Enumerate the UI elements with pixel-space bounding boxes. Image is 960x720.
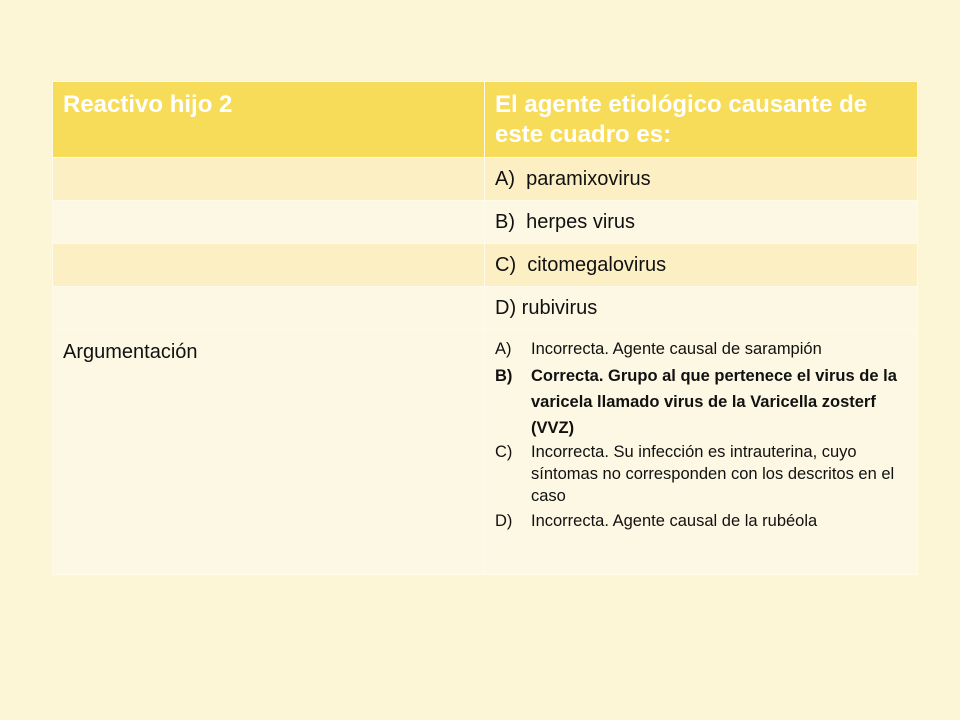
empty-cell bbox=[53, 201, 485, 244]
option-a-cell bbox=[485, 158, 918, 201]
option-d: D) rubivirus bbox=[495, 297, 598, 319]
argument-label: Argumentación bbox=[63, 341, 198, 363]
argument-list-cell bbox=[485, 330, 918, 575]
argument-marker: D) bbox=[495, 512, 513, 530]
empty-cell bbox=[53, 244, 485, 287]
argument-text: Incorrecta. Agente causal de sarampión bbox=[531, 340, 822, 358]
empty-cell bbox=[53, 158, 485, 201]
argument-text: Correcta. Grupo al que pertenece el virus de la varicela llamado virus de la Varicella zosterf (VVZ) bbox=[531, 367, 897, 437]
argument-item-a bbox=[495, 338, 911, 360]
option-b-cell bbox=[485, 201, 918, 244]
option-row bbox=[53, 244, 918, 287]
argument-row bbox=[53, 330, 918, 575]
option-c-cell bbox=[485, 244, 918, 287]
empty-cell bbox=[53, 287, 485, 330]
option-row bbox=[53, 158, 918, 201]
argument-text: Incorrecta. Agente causal de la rubéola bbox=[531, 512, 818, 530]
argument-item-b bbox=[495, 363, 911, 441]
header-right-cell bbox=[485, 82, 918, 158]
option-row bbox=[53, 201, 918, 244]
question-table bbox=[52, 81, 918, 575]
argument-marker: C) bbox=[495, 443, 513, 461]
header-row bbox=[53, 82, 918, 158]
argument-item-c bbox=[495, 441, 911, 507]
option-row bbox=[53, 287, 918, 330]
argument-list bbox=[485, 330, 917, 532]
question-text: El agente etiológico causante de este cuadro es: bbox=[495, 91, 868, 148]
option-d-cell bbox=[485, 287, 918, 330]
option-a: A) paramixovirus bbox=[495, 168, 651, 190]
item-title: Reactivo hijo 2 bbox=[63, 91, 233, 118]
argument-marker: A) bbox=[495, 340, 512, 358]
argument-text: Incorrecta. Su infección es intrauterina, cuyo síntomas no corresponden con los descritos en el caso bbox=[531, 443, 895, 505]
argument-item-d bbox=[495, 510, 911, 532]
header-left-cell bbox=[53, 82, 485, 158]
argument-label-cell bbox=[53, 330, 485, 575]
argument-marker: B) bbox=[495, 367, 513, 385]
option-b: B) herpes virus bbox=[495, 211, 636, 233]
option-c: C) citomegalovirus bbox=[495, 254, 667, 276]
